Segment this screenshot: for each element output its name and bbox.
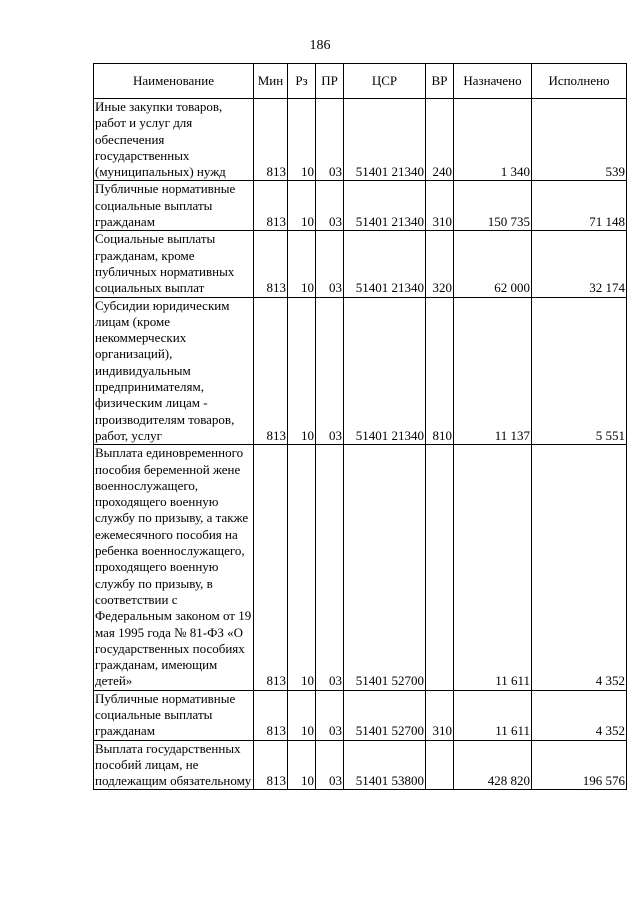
row-min: 813 [254, 99, 288, 181]
row-vr: 320 [426, 231, 454, 297]
row-pr: 03 [316, 740, 344, 790]
row-executed: 196 576 [532, 740, 627, 790]
row-assigned: 150 735 [454, 181, 532, 231]
row-csr: 51401 52700 [344, 445, 426, 690]
row-csr: 51401 21340 [344, 231, 426, 297]
row-rz: 10 [288, 181, 316, 231]
row-pr: 03 [316, 690, 344, 740]
row-name: Выплата государственных пособий лицам, не подлежащим обязательному [94, 740, 254, 790]
row-csr: 51401 21340 [344, 99, 426, 181]
row-csr: 51401 21340 [344, 297, 426, 445]
header-pr: ПР [316, 64, 344, 99]
table-row [94, 99, 627, 181]
row-vr: 310 [426, 181, 454, 231]
row-name: Субсидии юридическим лицам (кроме некоммерческих организаций), индивидуальным предпринимателям, физическим лицам - производителям товаров, работ, услуг [94, 297, 254, 445]
row-vr [426, 445, 454, 690]
header-vr: ВР [426, 64, 454, 99]
row-rz: 10 [288, 99, 316, 181]
row-rz: 10 [288, 445, 316, 690]
budget-table [93, 63, 627, 790]
table-row [94, 297, 627, 445]
row-min: 813 [254, 231, 288, 297]
row-assigned: 62 000 [454, 231, 532, 297]
row-executed: 4 352 [532, 690, 627, 740]
header-csr: ЦСР [344, 64, 426, 99]
row-pr: 03 [316, 297, 344, 445]
row-pr: 03 [316, 445, 344, 690]
row-csr: 51401 21340 [344, 181, 426, 231]
table-row [94, 181, 627, 231]
row-name: Социальные выплаты гражданам, кроме публичных нормативных социальных выплат [94, 231, 254, 297]
row-executed: 4 352 [532, 445, 627, 690]
row-csr: 51401 52700 [344, 690, 426, 740]
header-executed: Исполнено [532, 64, 627, 99]
table-row [94, 231, 627, 297]
table-row [94, 445, 627, 690]
row-min: 813 [254, 740, 288, 790]
row-min: 813 [254, 690, 288, 740]
row-rz: 10 [288, 740, 316, 790]
header-row [94, 64, 627, 99]
row-name: Иные закупки товаров, работ и услуг для обеспечения государственных (муниципальных) нужд [94, 99, 254, 181]
row-assigned: 428 820 [454, 740, 532, 790]
row-assigned: 11 611 [454, 690, 532, 740]
row-rz: 10 [288, 231, 316, 297]
row-assigned: 1 340 [454, 99, 532, 181]
header-assigned: Назначено [454, 64, 532, 99]
row-executed: 32 174 [532, 231, 627, 297]
row-executed: 5 551 [532, 297, 627, 445]
row-rz: 10 [288, 297, 316, 445]
row-min: 813 [254, 181, 288, 231]
row-vr: 810 [426, 297, 454, 445]
row-name: Публичные нормативные социальные выплаты гражданам [94, 181, 254, 231]
row-vr [426, 740, 454, 790]
row-name: Выплата единовременного пособия беременной жене военнослужащего, проходящего военную службу по призыву, а также ежемесячного пособия на ребенка военнослужащего, проходящего военную службу по призыву, в соответствии с Федеральным законом от 19 мая 1995 года № 81-ФЗ «О государственных пособиях гражданам, имеющим детей» [94, 445, 254, 690]
row-assigned: 11 137 [454, 297, 532, 445]
row-csr: 51401 53800 [344, 740, 426, 790]
row-executed: 539 [532, 99, 627, 181]
row-pr: 03 [316, 231, 344, 297]
row-vr: 310 [426, 690, 454, 740]
row-min: 813 [254, 445, 288, 690]
row-rz: 10 [288, 690, 316, 740]
row-assigned: 11 611 [454, 445, 532, 690]
header-rz: Рз [288, 64, 316, 99]
row-pr: 03 [316, 99, 344, 181]
row-executed: 71 148 [532, 181, 627, 231]
row-pr: 03 [316, 181, 344, 231]
row-vr: 240 [426, 99, 454, 181]
header-name: Наименование [94, 64, 254, 99]
page-number: 186 [309, 38, 331, 53]
header-min: Мин [254, 64, 288, 99]
table-row [94, 690, 627, 740]
row-name: Публичные нормативные социальные выплаты гражданам [94, 690, 254, 740]
table-row [94, 740, 627, 790]
row-min: 813 [254, 297, 288, 445]
